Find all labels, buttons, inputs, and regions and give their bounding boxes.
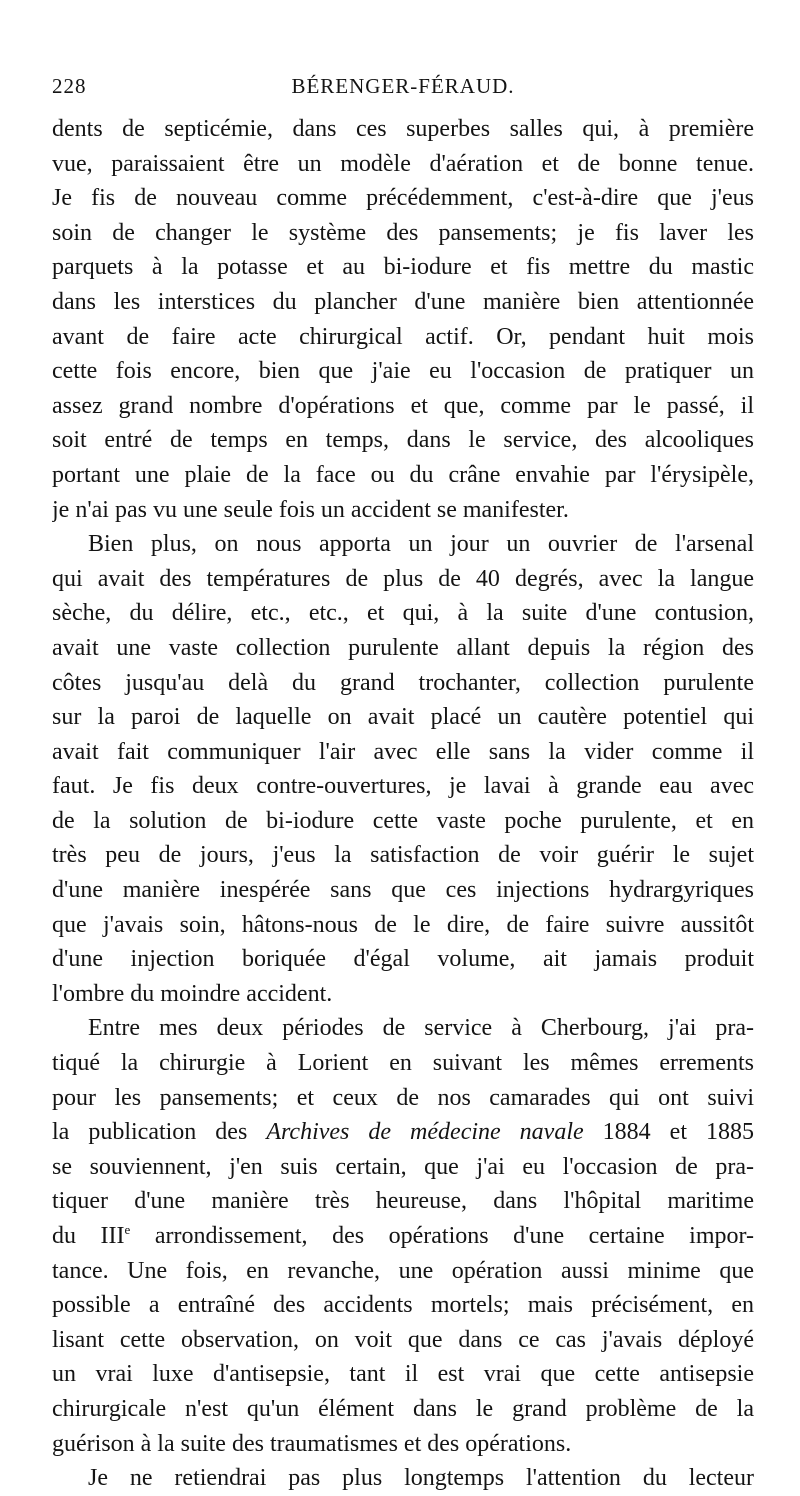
text-line: tiquer d'une manière très heureuse, dans l'hôpital maritime <box>52 1188 754 1215</box>
text-segment: la publication des <box>52 1119 267 1146</box>
text-line: que j'avais soin, hâtons-nous de le dire, de faire suivre aussitôt <box>52 911 754 938</box>
text-line-publication <box>52 1115 754 1150</box>
text-line: d'une manière inespérée sans que ces injections hydrargyriques <box>52 877 754 904</box>
text-line: tiqué la chirurgie à Lorient en suivant les mêmes errements <box>52 1050 754 1077</box>
text-line: chirurgicale n'est qu'un élément dans le grand problème de la <box>52 1395 754 1422</box>
page-number: 228 <box>52 74 87 98</box>
text-line: très peu de jours, j'eus la satisfaction de voir guérir le sujet <box>52 842 754 869</box>
text-line: Entre mes deux périodes de service à Cherbourg, j'ai pra- <box>88 1015 754 1042</box>
text-line: tance. Une fois, en revanche, une opération aussi minime que <box>52 1257 754 1284</box>
text-line: côtes jusqu'au delà du grand trochanter, collection purulente <box>52 669 754 696</box>
text-line: parquets à la potasse et au bi-iodure et fis mettre du mastic <box>52 254 754 281</box>
page-header <box>52 74 754 106</box>
text-line: Je fis de nouveau comme précédemment, c'est-à-dire que j'eus <box>52 185 754 212</box>
journal-title: Archives de médecine navale <box>266 1119 584 1146</box>
text-segment: arrondissement, des opérations d'une certaine impor- <box>130 1223 754 1249</box>
text-line: avait fait communiquer l'air avec elle sans la vider comme il <box>52 738 754 765</box>
superscript: e <box>124 1222 131 1237</box>
text-line: se souviennent, j'en suis certain, que j'ai eu l'occasion de pra- <box>52 1153 754 1180</box>
text-line: un vrai luxe d'antisepsie, tant il est vrai que cette antisepsie <box>52 1361 754 1388</box>
text-line: guérison à la suite des traumatismes et des opérations. <box>52 1430 572 1457</box>
text-line: faut. Je fis deux contre-ouvertures, je lavai à grande eau avec <box>52 773 754 800</box>
text-line: possible a entraîné des accidents mortels; mais précisément, en <box>52 1292 754 1319</box>
text-line: sèche, du délire, etc., etc., et qui, à la suite d'une contusion, <box>52 600 754 627</box>
text-line: assez grand nombre d'opérations et que, comme par le passé, il <box>52 392 754 419</box>
text-line: l'ombre du moindre accident. <box>52 980 333 1007</box>
text-segment: 1884 et 1885 <box>583 1119 754 1146</box>
text-line: Je ne retiendrai pas plus longtemps l'attention du lecteur <box>88 1465 754 1492</box>
text-line: soit entré de temps en temps, dans le service, des alcooliques <box>52 427 754 454</box>
text-line: cette fois encore, bien que j'aie eu l'occasion de pratiquer un <box>52 358 754 385</box>
text-line: Bien plus, on nous apporta un jour un ouvrier de l'arsenal <box>88 531 754 558</box>
text-line: lisant cette observation, on voit que dans ce cas j'avais déployé <box>52 1326 754 1353</box>
text-line: je n'ai pas vu une seule fois un accident se manifester. <box>52 496 569 523</box>
text-line: soin de changer le système des pansements; je fis laver les <box>52 219 754 246</box>
text-segment: du III <box>52 1223 125 1249</box>
text-line: portant une plaie de la face ou du crâne envahie par l'érysipèle, <box>52 461 754 488</box>
text-line: d'une injection boriquée d'égal volume, ait jamais produit <box>52 946 754 973</box>
text-line: pour les pansements; et ceux de nos camarades qui ont suivi <box>52 1084 754 1111</box>
text-line: avant de faire acte chirurgical actif. Or, pendant huit mois <box>52 323 754 350</box>
text-line: vue, paraissaient être un modèle d'aération et de bonne tenue. <box>52 150 754 177</box>
body-text <box>52 112 754 1496</box>
text-line: sur la paroi de laquelle on avait placé un cautère potentiel qui <box>52 704 754 731</box>
text-line: qui avait des températures de plus de 40 degrés, avec la langue <box>52 565 754 592</box>
text-line: dents de septicémie, dans ces superbes salles qui, à première <box>52 116 754 142</box>
running-head: BÉRENGER-FÉRAUD. <box>291 74 515 98</box>
text-line: dans les interstices du plancher d'une manière bien attentionnée <box>52 288 754 315</box>
text-line-arrondissement <box>52 1219 754 1254</box>
text-line: avait une vaste collection purulente allant depuis la région des <box>52 634 754 661</box>
text-line: de la solution de bi-iodure cette vaste poche purulente, et en <box>52 807 754 834</box>
